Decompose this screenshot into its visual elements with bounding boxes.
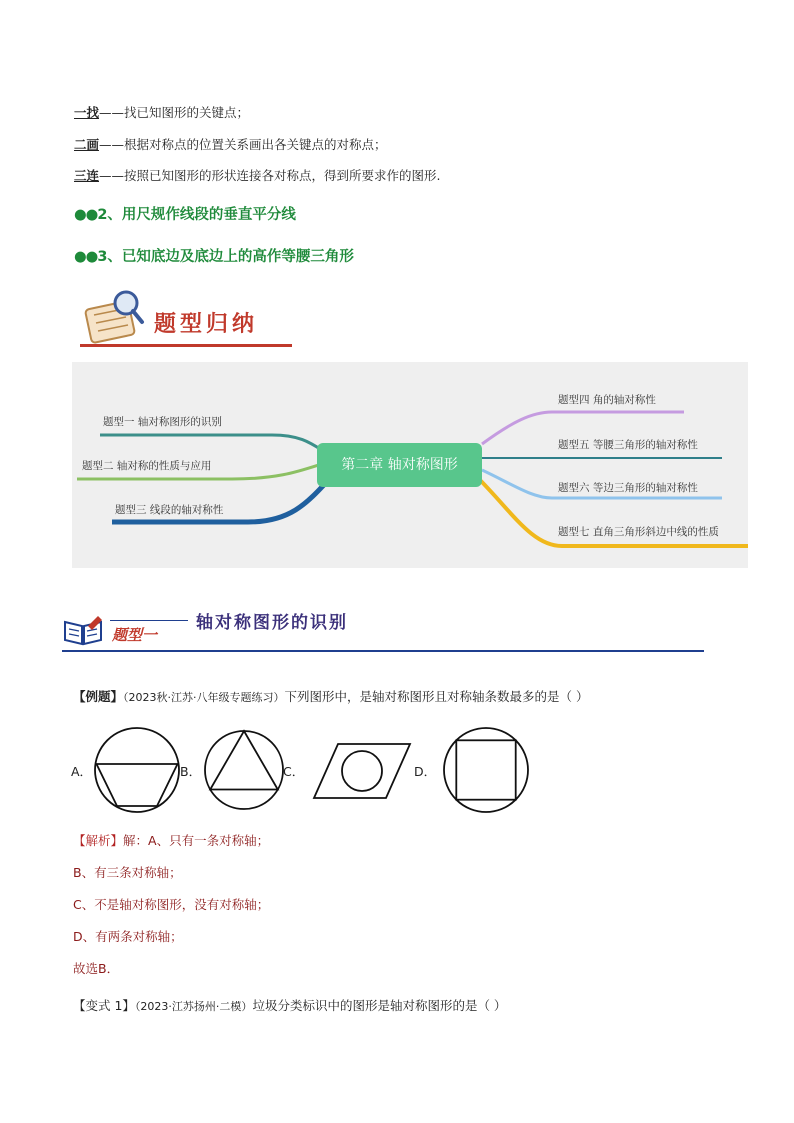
- circle-triangle-figure: [203, 729, 285, 811]
- heading-text: 3、已知底边及底边上的高作等腰三角形: [97, 249, 354, 265]
- step-2-key: 二画: [74, 137, 100, 152]
- mindmap-node-type-4: 题型四 角的轴对称性: [558, 394, 656, 406]
- analysis-line-1: [73, 831, 269, 849]
- section-title: 轴对称图形的识别: [196, 613, 348, 633]
- mindmap-node-type-6: 题型六 等边三角形的轴对称性: [558, 482, 698, 494]
- option-c-label: C．: [283, 764, 305, 779]
- example-source: （2023秋·江苏·八年级专题练习）: [123, 691, 285, 704]
- analysis-line-5: 故选B．: [73, 961, 120, 976]
- badge-rule: [110, 620, 188, 621]
- mindmap-node-type-3: 题型三 线段的轴对称性: [115, 504, 224, 516]
- variant-label: 【变式 1】: [73, 998, 135, 1013]
- example-question: [73, 687, 589, 705]
- mindmap-node-type-2: 题型二 轴对称的性质与应用: [82, 460, 212, 472]
- analysis-label: 【解析】: [73, 833, 124, 848]
- step-3: [74, 166, 441, 184]
- parallelogram-circle-figure: [312, 742, 412, 800]
- section-rule: [62, 650, 704, 652]
- step-3-text: ——按照已知图形的形状连接各对称点，得到所要求作的图形.: [99, 168, 441, 183]
- step-2: [74, 135, 387, 153]
- analysis-text: 解：A、只有一条对称轴；: [123, 833, 270, 848]
- banner-title: 题型归纳: [154, 311, 259, 337]
- bullet-dots: ●●: [74, 207, 98, 223]
- step-1-key: 一找: [74, 105, 100, 120]
- mindmap-panel: [72, 362, 748, 568]
- example-label: 【例题】: [73, 689, 124, 704]
- analysis-line-3: C、不是轴对称图形，没有对称轴；: [73, 897, 270, 912]
- heading-text: 2、用尺规作线段的垂直平分线: [97, 207, 296, 223]
- notepad-magnifier-icon: [80, 287, 152, 347]
- step-1: [74, 103, 249, 121]
- banner-underline: [80, 344, 292, 347]
- heading-perpendicular-bisector: [74, 203, 296, 224]
- analysis-line-2: B、有三条对称轴；: [73, 865, 182, 880]
- mindmap-node-type-1: 题型一 轴对称图形的识别: [103, 416, 222, 428]
- open-book-icon: [62, 614, 104, 648]
- option-d-label: D．: [414, 764, 437, 779]
- variant-question-text: 垃圾分类标识中的图形是轴对称图形的是（ ）: [252, 998, 507, 1013]
- variant-source: （2023·江苏扬州·二模）: [134, 1000, 253, 1013]
- circle-trapezoid-figure: [93, 726, 181, 814]
- banner: [80, 287, 292, 349]
- mindmap-node-type-5: 题型五 等腰三角形的轴对称性: [558, 439, 698, 451]
- step-1-text: ——找已知图形的关键点；: [99, 105, 250, 120]
- step-3-key: 三连: [74, 168, 100, 183]
- circle-square-figure: [442, 726, 530, 814]
- option-a-label: A．: [71, 764, 93, 779]
- variant-question: [73, 996, 506, 1014]
- analysis-line-4: D、有两条对称轴；: [73, 929, 183, 944]
- example-question-text: 下列图形中，是轴对称图形且对称轴条数最多的是（ ）: [284, 689, 589, 704]
- bullet-dots: ●●: [74, 249, 98, 265]
- mindmap-center-node: 第二章 轴对称图形: [317, 443, 482, 487]
- step-2-text: ——根据对称点的位置关系画出各关键点的对称点；: [99, 137, 387, 152]
- section-header: [62, 606, 704, 652]
- mindmap-node-type-7: 题型七 直角三角形斜边中线的性质: [558, 526, 719, 538]
- option-b-label: B．: [180, 764, 202, 779]
- section-badge: 题型一: [112, 626, 158, 644]
- heading-isosceles-triangle: [74, 245, 354, 266]
